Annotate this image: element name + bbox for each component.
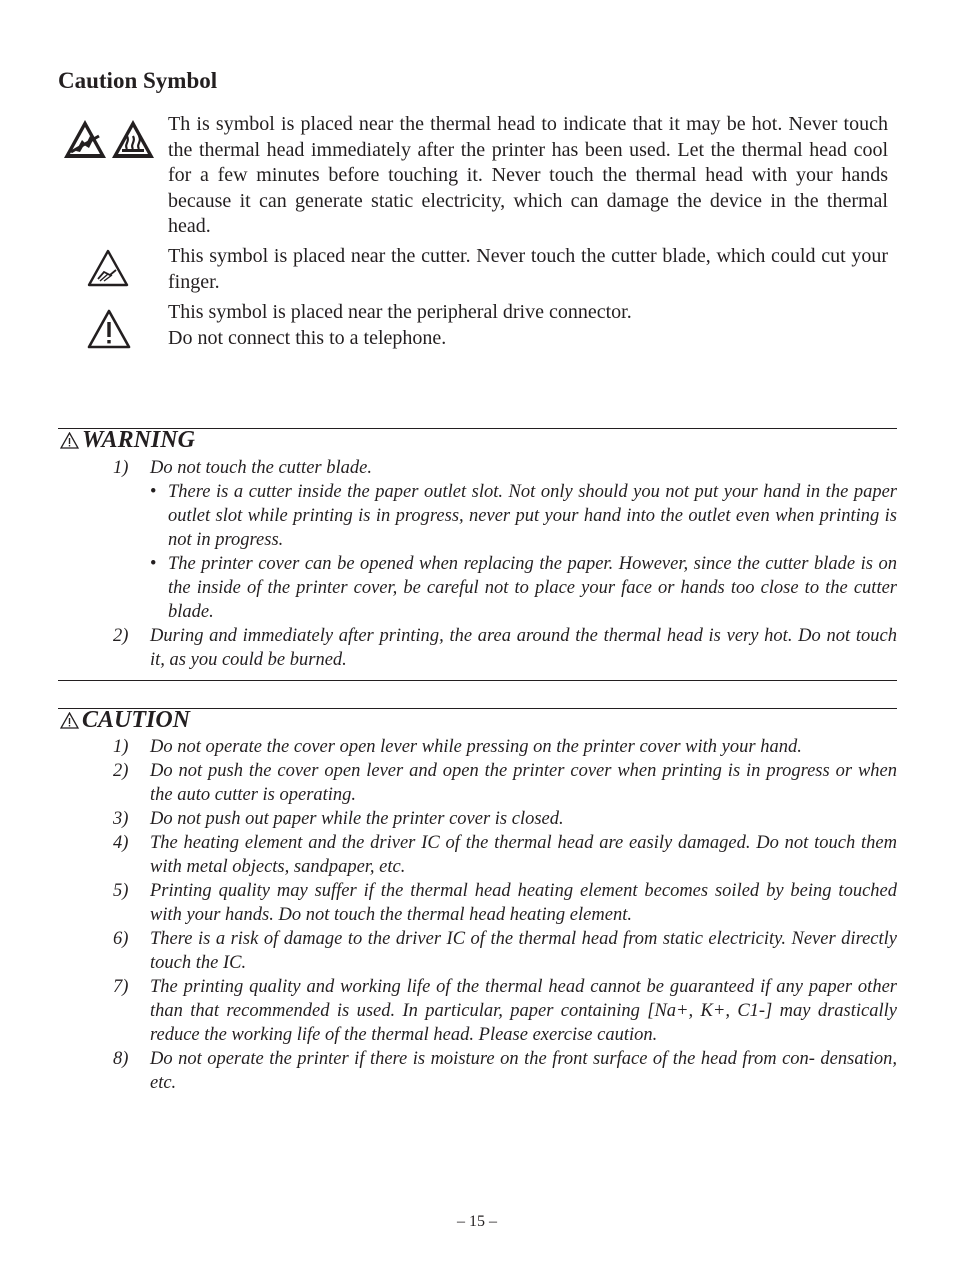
item-text: There is a risk of damage to the driver IC of the thermal head from static electricity. Never directly touch the IC.	[150, 929, 897, 973]
item-text: Do not touch the cutter blade.	[150, 458, 372, 478]
list-item	[110, 927, 897, 975]
list-item	[110, 975, 897, 1047]
no-touch-static-icon	[62, 118, 108, 160]
bullet-list	[150, 480, 897, 624]
bullet-dot: •	[150, 482, 157, 502]
symbol-description	[168, 300, 888, 351]
bullet-text: There is a cutter inside the paper outlet slot. Not only should you not put your hand in the paper outlet slot while printing is in progress, never put your hand into the outlet even when printing is not in progress.	[168, 482, 897, 550]
item-number: 5)	[113, 881, 129, 901]
item-number: 6)	[113, 929, 129, 949]
symbol-description: Th is symbol is placed near the thermal head to indicate that it may be hot. Never touch the thermal head immediately after the printer has been used. Let the thermal head cool for a few minutes before touching it. Never touch the thermal head with your hands because it can generate static electricity, which can damage the device in the thermal head.	[168, 113, 888, 237]
item-number: 3)	[113, 809, 129, 829]
item-text: Do not push out paper while the printer cover is closed.	[150, 809, 564, 829]
list-item	[110, 759, 897, 807]
item-number: 1)	[113, 737, 129, 757]
hot-surface-icon	[110, 118, 156, 160]
list-item	[110, 1047, 897, 1095]
warning-bottom-rule	[58, 680, 897, 681]
item-text: The heating element and the driver IC of the thermal head are easily damaged. Do not touch them with metal objects, sandpaper, etc.	[150, 833, 897, 877]
description-line: Do not connect this to a telephone.	[168, 326, 447, 349]
list-item	[110, 456, 897, 624]
bullet-item	[150, 480, 897, 552]
symbol-description: This symbol is placed near the cutter. Never touch the cutter blade, which could cut your finger.	[168, 245, 888, 293]
item-number: 2)	[113, 626, 129, 646]
cutter-blade-icon	[86, 248, 130, 288]
item-number: 1)	[113, 458, 129, 478]
symbol-icons	[58, 112, 163, 172]
list-item	[110, 831, 897, 879]
item-text: Printing quality may suffer if the thermal head heating element becomes soiled by being touched with your hands. Do not touch the thermal head heating element.	[150, 881, 897, 925]
item-text: Do not push the cover open lever and open the printer cover when printing is in progress or when the auto cutter is operating.	[150, 761, 897, 805]
item-text: The printing quality and working life of the thermal head cannot be guaranteed if any paper other than that recommended is used. In particular, paper containing [Na+, K+, C1-] may drastically reduce the working life of the thermal head. Please exercise caution.	[150, 977, 897, 1045]
list-item	[110, 735, 897, 759]
symbol-icons	[58, 244, 163, 304]
section-title: Caution Symbol	[58, 68, 218, 93]
item-number: 4)	[113, 833, 129, 853]
item-text: Do not operate the cover open lever while pressing on the printer cover with your hand.	[150, 737, 802, 757]
item-number: 8)	[113, 1049, 129, 1069]
item-number: 7)	[113, 977, 129, 997]
bullet-dot: •	[150, 554, 157, 574]
warning-list	[110, 456, 897, 672]
item-text: During and immediately after printing, the area around the thermal head is very hot. Do not touch it, as you could be burned.	[150, 626, 897, 670]
list-item	[110, 624, 897, 672]
warning-triangle-icon	[60, 432, 79, 449]
exclamation-warning-icon	[86, 308, 132, 350]
description-line: This symbol is placed near the peripheral drive connector.	[168, 301, 632, 323]
caution-triangle-icon	[60, 712, 79, 729]
item-number: 2)	[113, 761, 129, 781]
list-item	[110, 807, 897, 831]
list-item	[110, 879, 897, 927]
page-number: – 15 –	[457, 1213, 497, 1230]
bullet-text: The printer cover can be opened when replacing the paper. However, since the cutter blade is on the inside of the printer cover, be careful not to place your face or hands too close to the cutter blade.	[168, 554, 897, 622]
caution-list	[110, 735, 897, 1095]
symbol-icons	[58, 300, 163, 360]
bullet-item	[150, 552, 897, 624]
caution-heading	[60, 707, 190, 734]
item-text: Do not operate the printer if there is moisture on the front surface of the head from con- densation, etc.	[150, 1049, 897, 1093]
warning-heading	[60, 427, 195, 454]
warning-title: WARNING	[82, 427, 195, 453]
caution-title: CAUTION	[82, 707, 191, 733]
